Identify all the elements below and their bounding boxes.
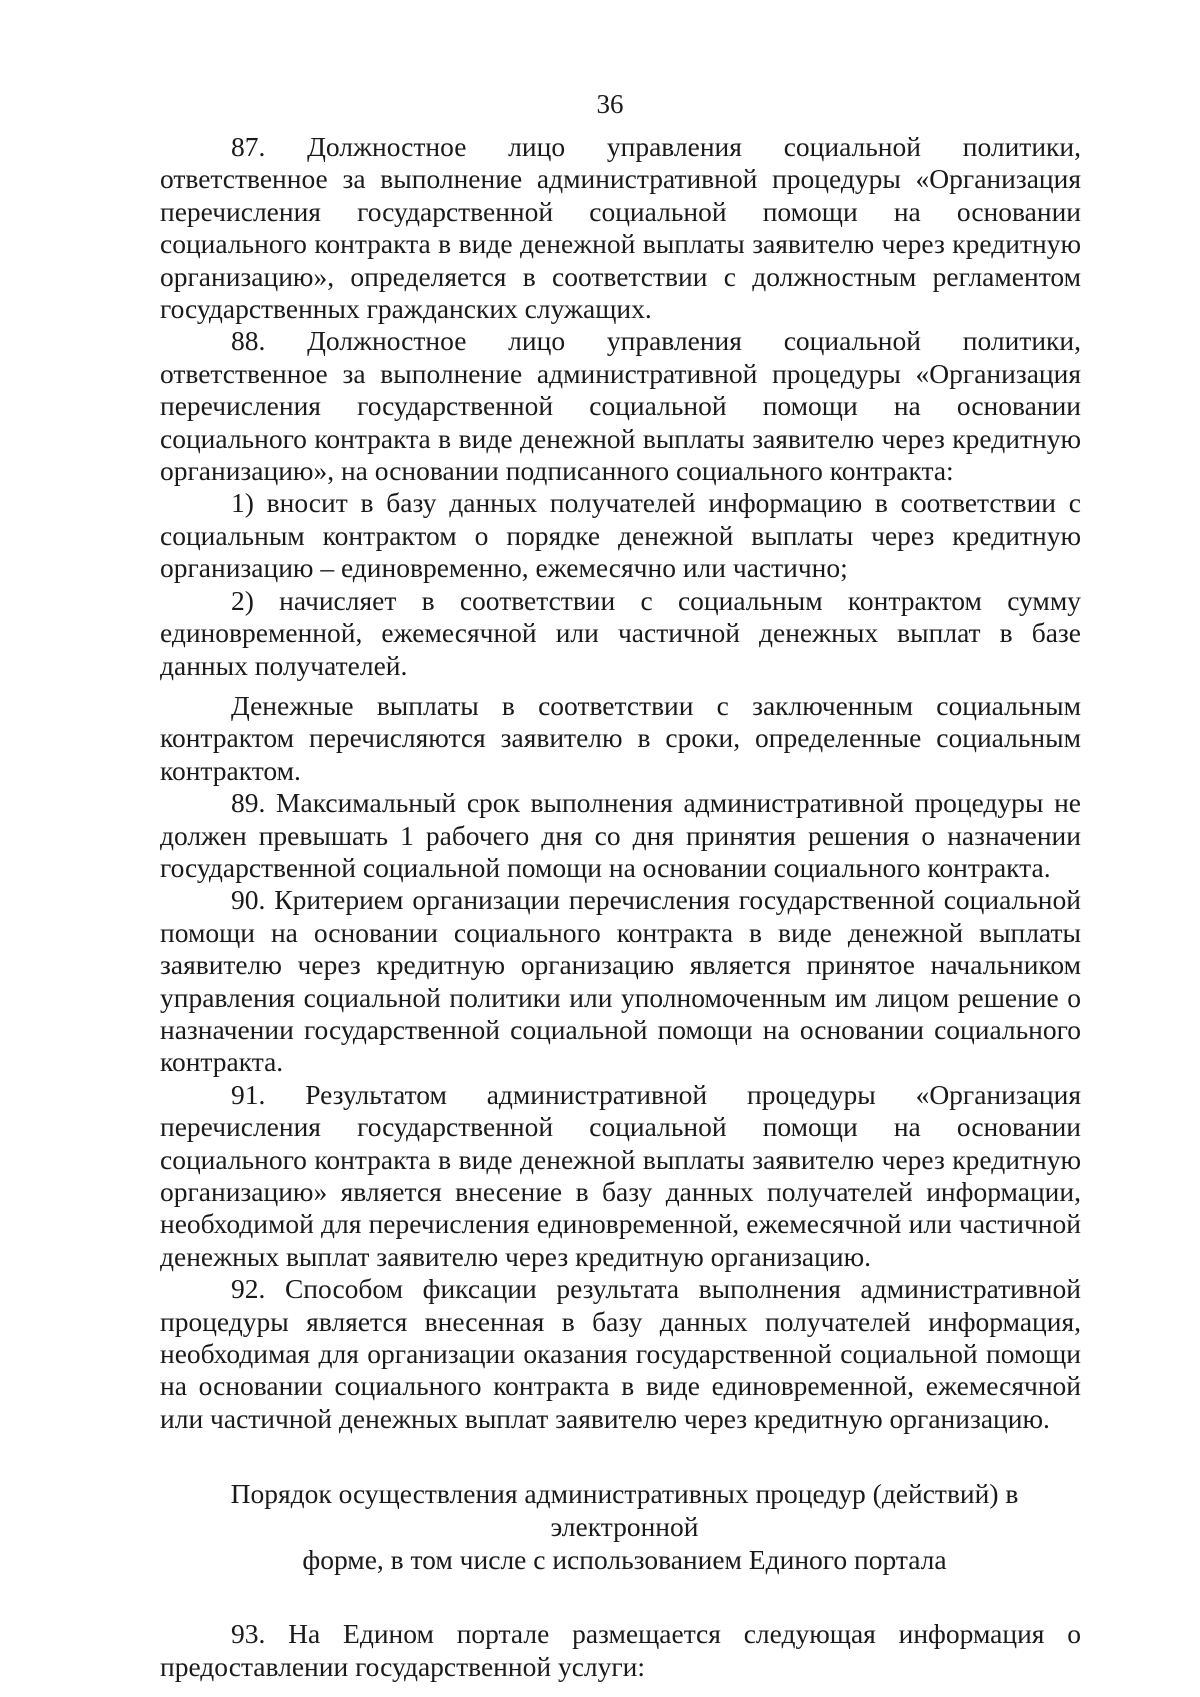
paragraph-92: 92. Способом фиксации результата выполнения административной процедуры является внесенная в базу данных получателей информация, необходимая для организации оказания государственной социальной помощи на основании социального контракта в виде единовременной, ежемесячной или частичной денежных выплат заявителю через кредитную организацию. xyxy=(160,1273,1081,1434)
paragraph-90: 90. Критерием организации перечисления государственной социальной помощи на основании социального контракта в виде денежной выплаты заявителю через кредитную организацию является принятое начальником управления социальной политики или уполномоченным им лицом решение о назначении государственной социальной помощи на основании социального контракта. xyxy=(160,884,1081,1078)
paragraph-88: 88. Должностное лицо управления социальной политики, ответственное за выполнение административной процедуры «Организация перечисления государственной социальной помощи на основании социального контракта в виде денежной выплаты заявителю через кредитную организацию», на основании подписанного социального контракта: xyxy=(160,325,1081,487)
list-item-1: 1) вносит в базу данных получателей информацию в соответствии с социальным контрактом о порядке денежной выплаты через кредитную организацию – единовременно, ежемесячно или частично; xyxy=(160,487,1081,584)
document-body xyxy=(160,131,1081,1683)
section-heading xyxy=(160,1477,1081,1576)
paragraph-89: 89. Максимальный срок выполнения административной процедуры не должен превышать 1 рабочего дня со дня принятия решения о назначении государственной социальной помощи на основании социального контракта. xyxy=(160,787,1081,883)
list-item-2: 2) начисляет в соответствии с социальным контрактом сумму единовременной, ежемесячной или частичной денежных выплат в базе данных получателей. xyxy=(160,584,1081,681)
paragraph-91: 91. Результатом административной процедуры «Организация перечисления государственной социальной помощи на основании социального контракта в виде денежной выплаты заявителю через кредитную организацию» является внесение в базу данных получателей информации, необходимой для перечисления единовременной, ежемесячной или частичной денежных выплат заявителю через кредитную организацию. xyxy=(160,1078,1081,1272)
section-heading-line-1: Порядок осуществления административных процедур (действий) в электронной xyxy=(230,1478,1019,1543)
paragraph-payments: Денежные выплаты в соответствии с заключенным социальным контрактом перечисляются заявителю в сроки, определенные социальным контрактом. xyxy=(160,689,1081,786)
section-heading-line-2: форме, в том числе с использованием Единого портала xyxy=(302,1544,947,1576)
paragraph-93: 93. На Едином портале размещается следующая информация о предоставлении государственной услуги: xyxy=(160,1618,1081,1682)
page-number: 36 xyxy=(596,89,624,119)
paragraph-87: 87. Должностное лицо управления социальной политики, ответственное за выполнение административной процедуры «Организация перечисления государственной социальной помощи на основании социального контракта в виде денежной выплаты заявителю через кредитную организацию», определяется в соответствии с должностным регламентом государственных гражданских служащих. xyxy=(160,131,1081,325)
